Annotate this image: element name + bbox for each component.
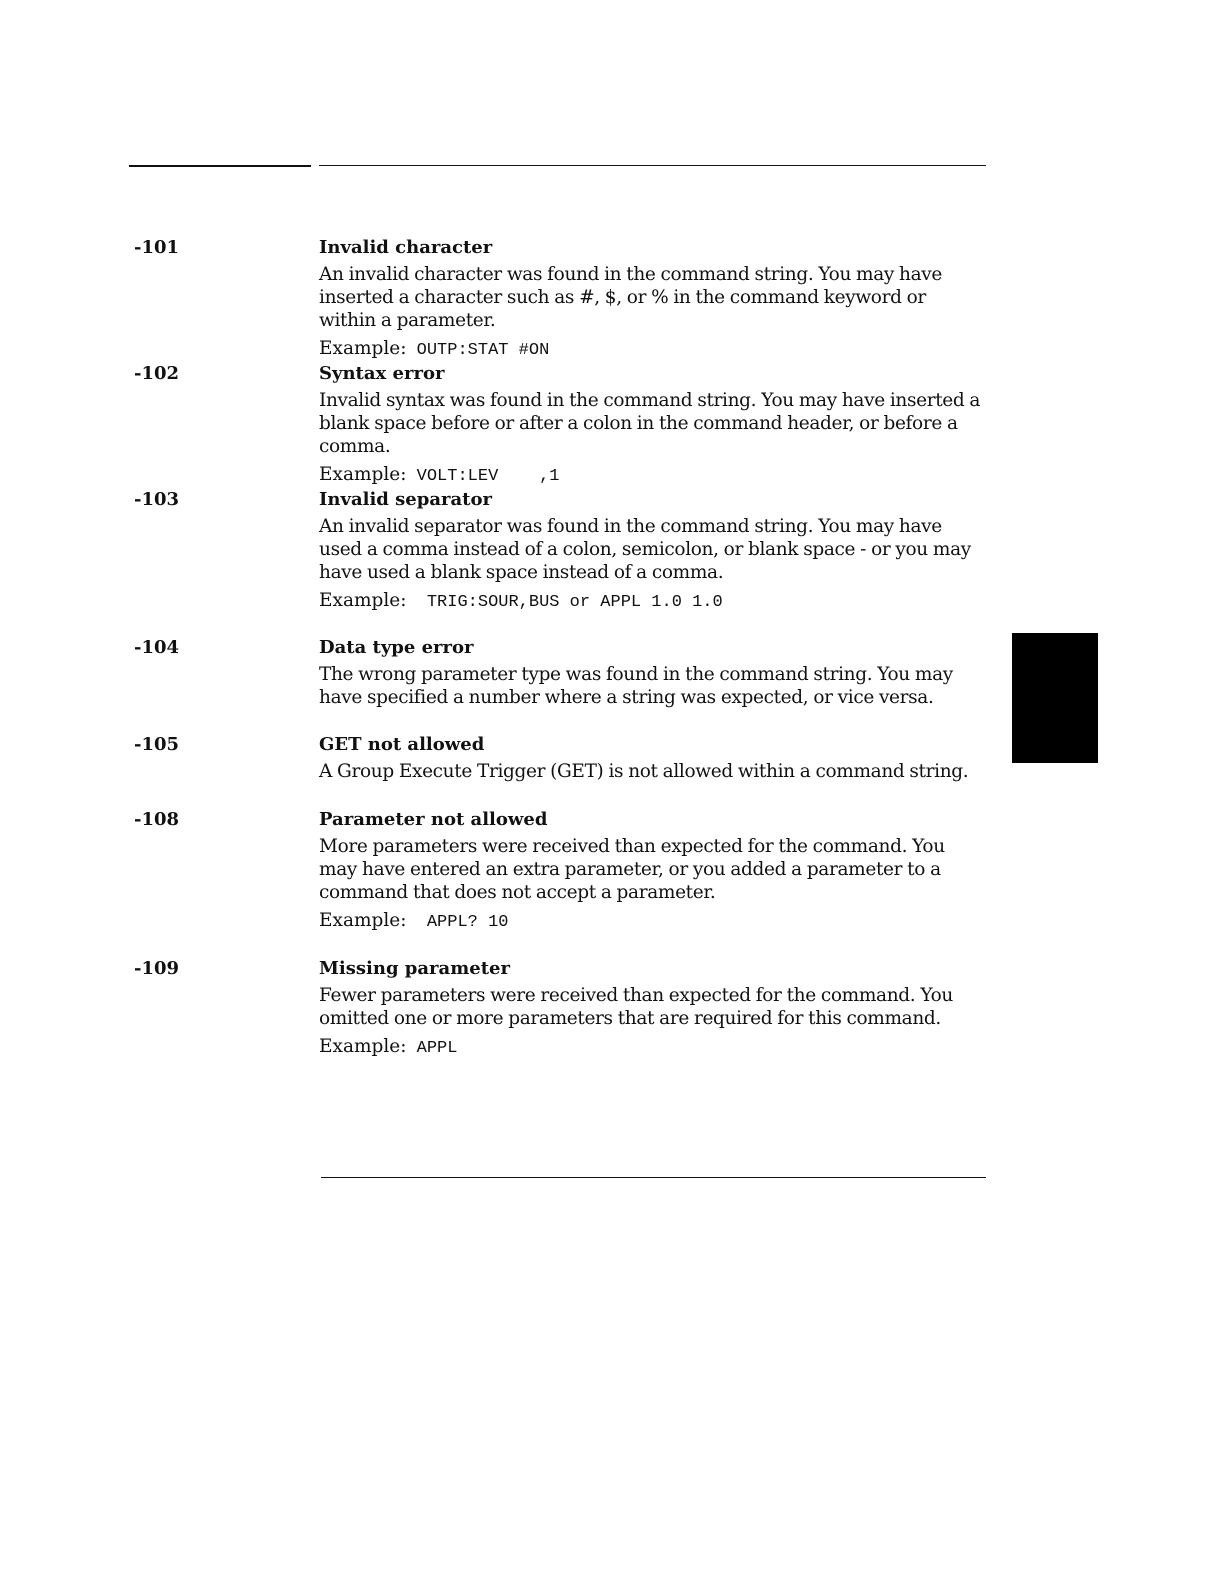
example-label: Example: bbox=[319, 464, 407, 485]
error-code: -103 bbox=[134, 489, 180, 510]
error-title: Invalid separator bbox=[319, 489, 492, 510]
error-code: -102 bbox=[134, 363, 180, 384]
error-body bbox=[319, 237, 987, 364]
error-example bbox=[319, 908, 987, 936]
error-example bbox=[319, 1034, 987, 1062]
error-title: GET not allowed bbox=[319, 734, 485, 755]
example-command: VOLT:LEV ,1 bbox=[406, 467, 560, 486]
error-body bbox=[319, 637, 987, 713]
error-description: More parameters were received than expected for the command. You may have entered an extra parameter, or you added a parameter to a command that does not accept a parameter. bbox=[319, 836, 945, 903]
chapter-tab-marker bbox=[1012, 633, 1098, 763]
example-label: Example: bbox=[319, 910, 407, 931]
error-description: A Group Execute Trigger (GET) is not allowed within a command string. bbox=[319, 761, 969, 782]
error-code: -101 bbox=[134, 237, 180, 258]
error-description: An invalid character was found in the command string. You may have inserted a character such as #, $, or % in the command keyword or within a parameter. bbox=[319, 264, 942, 331]
error-code: -104 bbox=[134, 637, 180, 658]
example-command: TRIG:SOUR,BUS or APPL 1.0 1.0 bbox=[406, 593, 723, 612]
error-description: The wrong parameter type was found in the command string. You may have specified a number where a string was expected, or vice versa. bbox=[319, 664, 953, 708]
error-title: Invalid character bbox=[319, 237, 493, 258]
example-command: APPL? 10 bbox=[406, 913, 509, 932]
error-example bbox=[319, 588, 987, 616]
footer-rule bbox=[321, 1177, 986, 1178]
error-title: Parameter not allowed bbox=[319, 809, 548, 830]
error-title: Data type error bbox=[319, 637, 474, 658]
error-description: An invalid separator was found in the command string. You may have used a comma instead of a colon, semicolon, or blank space - or you may have used a blank space instead of a comma. bbox=[319, 516, 971, 583]
error-example bbox=[319, 462, 987, 490]
error-description: Fewer parameters were received than expected for the command. You omitted one or more parameters that are required for this command. bbox=[319, 985, 953, 1029]
error-body bbox=[319, 489, 987, 616]
example-label: Example: bbox=[319, 590, 407, 611]
example-command: APPL bbox=[406, 1039, 458, 1058]
error-body bbox=[319, 958, 987, 1062]
error-body bbox=[319, 363, 987, 490]
error-description: Invalid syntax was found in the command string. You may have inserted a blank space before or after a colon in the command header, or before a comma. bbox=[319, 390, 981, 457]
error-title: Missing parameter bbox=[319, 958, 510, 979]
error-code: -105 bbox=[134, 734, 180, 755]
header-rule-left bbox=[129, 165, 311, 167]
example-command: OUTP:STAT #ON bbox=[406, 341, 550, 360]
error-body bbox=[319, 734, 987, 787]
error-code: -109 bbox=[134, 958, 180, 979]
example-label: Example: bbox=[319, 1036, 407, 1057]
example-label: Example: bbox=[319, 338, 407, 359]
header-rule-right bbox=[319, 165, 986, 166]
error-body bbox=[319, 809, 987, 936]
error-example bbox=[319, 336, 987, 364]
error-code: -108 bbox=[134, 809, 180, 830]
error-title: Syntax error bbox=[319, 363, 445, 384]
